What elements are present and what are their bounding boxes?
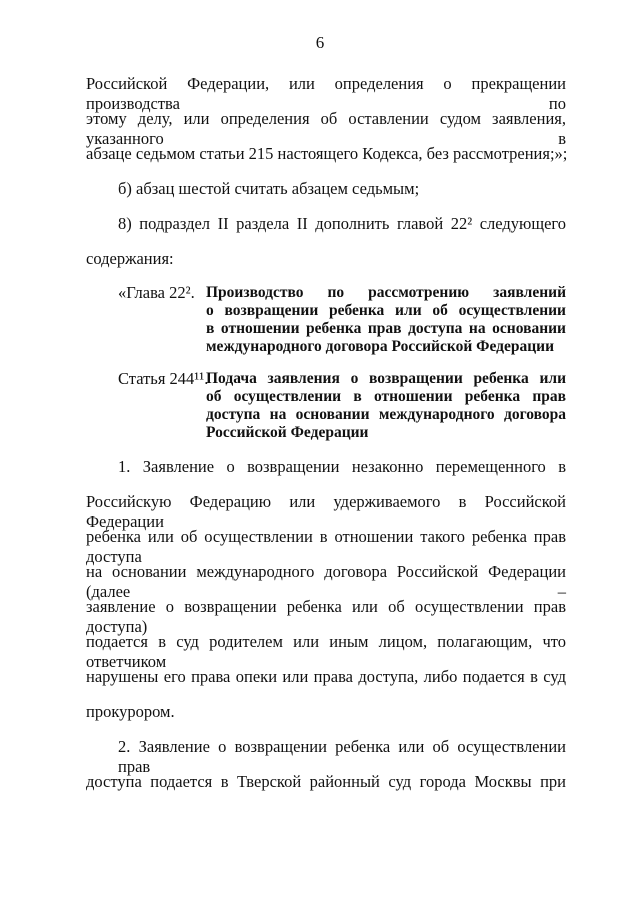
text-line: подается в суд родителем или иным лицом, полагающим, что ответчиком (86, 632, 566, 671)
text-line: нарушены его права опеки или права доступа, либо подается в суд (86, 667, 566, 686)
article-title-line: доступа на основании международного договора (206, 406, 566, 423)
text-line: на основании международного договора Российской Федерации (далее – (86, 562, 566, 601)
article-title-line: об осуществлении в отношении ребенка прав (206, 388, 566, 405)
chapter-label: «Глава 22². (118, 283, 195, 302)
chapter-title-line: в отношении ребенка прав доступа на основании (206, 320, 566, 337)
article-title-line: Российской Федерации (206, 424, 369, 441)
text-line: б) абзац шестой считать абзацем седьмым; (118, 179, 420, 198)
text-line: 1. Заявление о возвращении незаконно перемещенного в (118, 457, 566, 476)
text-line: доступа подается в Тверской районный суд города Москвы при (86, 772, 566, 791)
text-line: 8) подраздел II раздела II дополнить главой 22² следующего (118, 214, 566, 233)
text-line: 2. Заявление о возвращении ребенка или об осуществлении прав (118, 737, 566, 776)
article-title-line: Подача заявления о возвращении ребенка или (206, 370, 566, 387)
text-line: содержания: (86, 249, 174, 268)
text-line: ребенка или об осуществлении в отношении такого ребенка прав доступа (86, 527, 566, 566)
chapter-title-line: международного договора Российской Федерации (206, 338, 555, 355)
article-label: Статья 244¹¹. (118, 369, 209, 388)
text-line: Российской Федерации, или определения о прекращении производства по (86, 74, 566, 113)
text-line: Российскую Федерацию или удерживаемого в Российской Федерации (86, 492, 566, 531)
text-line: прокурором. (86, 702, 175, 721)
text-line: абзаце седьмом статьи 215 настоящего Кодекса, без рассмотрения;»; (86, 144, 568, 163)
text-line: заявление о возвращении ребенка или об осуществлении прав доступа) (86, 597, 566, 636)
text-line: этому делу, или определения об оставлении судом заявления, указанного в (86, 109, 566, 148)
chapter-title-line: о возвращении ребенка или об осуществлении (206, 302, 566, 319)
page-number: 6 (315, 33, 325, 52)
chapter-title-line: Производство по рассмотрению заявлений (206, 284, 566, 301)
